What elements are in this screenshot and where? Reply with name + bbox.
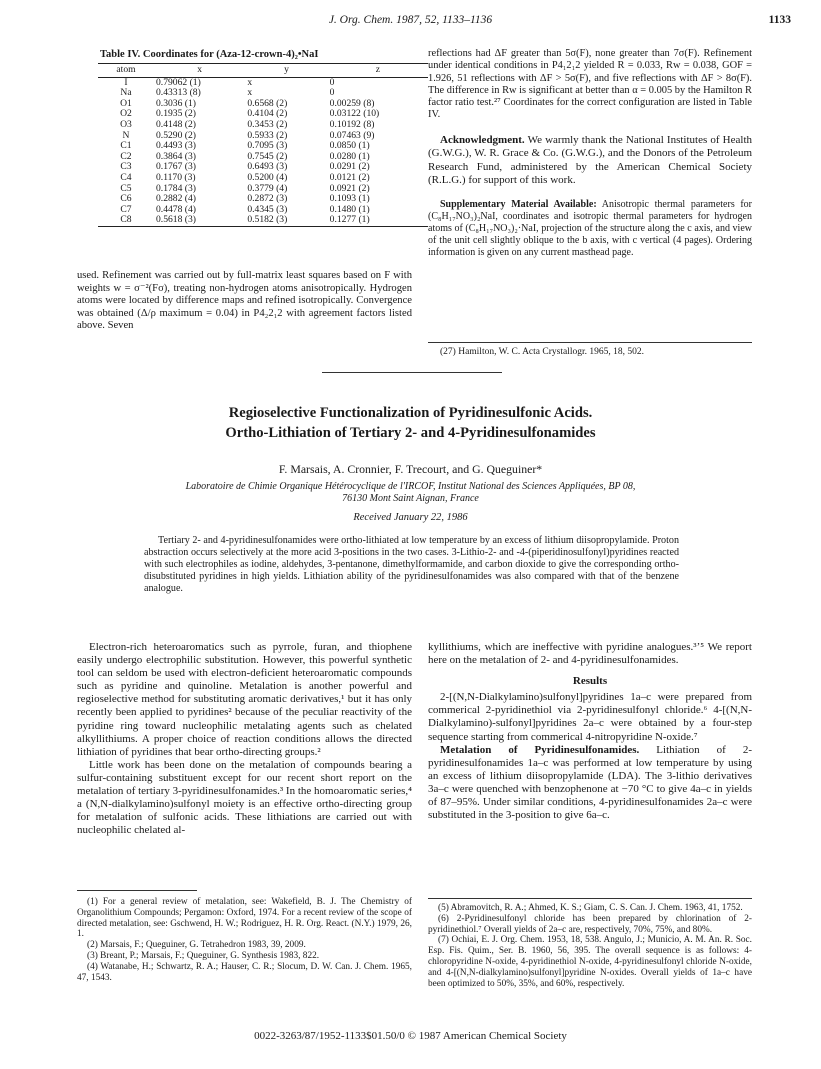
z-cell: 0.0291 (2) xyxy=(329,161,370,173)
x-cell: 0.1935 (2) xyxy=(156,108,196,120)
acknowledgment-text: We warmly thank the National Institutes of Health (G.W.G.), W. R. Grace & Co. (G.W.G.), and the Donors of the Petroleum Research Fund, administered by the American Chemical Society (R.L.G.) for support of this work. xyxy=(428,133,752,186)
table-title: Table IV. Coordinates for (Aza-12-crown-4)₂•NaI xyxy=(100,49,319,60)
supplementary-text: Anisotropic thermal parameters for (C₈H₁₇NO₃)₂NaI, coordinates and isotropic thermal parameters for hydrogen atoms of (C₈H₁₇NO₃)₂·NaI, projection of the structure along the c axis, and view of the unit cell slightly oblique to the b axis, with c vertical (4 pages). Ordering information is given on any current masthead page. xyxy=(428,199,753,258)
z-cell: 0.1093 (1) xyxy=(329,193,370,205)
x-cell: 0.2882 (4) xyxy=(156,193,196,205)
atom-cell: N xyxy=(122,129,130,141)
x-cell: 0.4478 (4) xyxy=(156,203,196,215)
acknowledgment-paragraph xyxy=(428,134,752,188)
intro-paragraph-3: kyllithiums, which are ineffective with pyridine analogues.³ʼ⁵ We report here on the metalation of 2- and 4-pyridinesulfonamides. xyxy=(428,641,752,667)
z-cell: 0.10192 (8) xyxy=(329,118,375,130)
article-separator xyxy=(322,372,502,373)
y-cell: 0.3779 (4) xyxy=(247,182,288,194)
atom-cell: C2 xyxy=(120,150,132,162)
z-cell: 0.0121 (2) xyxy=(329,171,370,183)
article-title-line-1: Regioselective Functionalization of Pyridinesulfonic Acids. xyxy=(228,405,593,421)
journal-citation: J. Org. Chem. 1987, 52, 1133–1136 xyxy=(328,14,493,26)
x-cell: 0.1170 (3) xyxy=(156,171,196,183)
results-heading: Results xyxy=(572,675,608,688)
footnote: (2) Marsais, F.; Queguiner, G. Tetrahedron 1983, 39, 2009. xyxy=(87,940,306,951)
intro-paragraph-2: Little work has been done on the metalation of compounds bearing a sulfur-containing substituent except for our recent short report on the metalation of tertiary 3-pyridinesulfonamides.³ In the homoaromatic series,⁴ a (N,N-dialkylamino)sulfonyl moiety is an effective ortho-directing group for metalation of sulfonic acids. These lithiations are carried out with nucleophilic chelated al- xyxy=(77,758,412,837)
body-left-column xyxy=(77,641,412,837)
z-cell: 0.0850 (1) xyxy=(329,140,370,152)
footnote: (7) Ochiai, E. J. Org. Chem. 1953, 18, 538. Angulo, J.; Municio, A. M. An. R. Soc. Esp. Fis. Quim., Ser. B. 1960, 56, 395. The overall sequence is as follows: 4-chloropyridine N-oxide, 4-pyridinethiol N-oxide, 4-pyridinesulfonyl chloride N-oxide, and 4-[(N,N-dialkylamino)sulfonyl]pyridine N-oxides. Overall yields of 1a–c have been optimized to 50%, 35%, and 60%, respectively. xyxy=(428,935,752,989)
page-number: 1133 xyxy=(768,14,791,26)
column-header-atom: atom xyxy=(98,64,154,78)
affiliation-line-1: Laboratoire de Chimie Organique Hétérocyclique de l'IRCOF, Institut National des Sciences Appliquées, BP 08, xyxy=(185,481,636,492)
refinement-paragraph: reflections had ΔF greater than 5σ(F), none greater than 7σ(F). Refinement under identical conditions in P4₁2₁2 yielded R = 0.033, Rw = 0.038, GOF = 1.926, 51 reflections with ΔF > 5σ(F), and five reflections with ΔF > 8σ(F). The difference in Rw is significant at better than α = 0.005 by the Hamilton R factor ratio test.²⁷ Coordinates for the correct configuration are listed in Table IV. xyxy=(428,48,752,121)
y-cell: 0.6493 (3) xyxy=(247,161,288,173)
results-paragraph-1: 2-[(N,N-Dialkylamino)sulfonyl]pyridines 1a–c were prepared from commerical 2-pyridinethiol via 2-pyridinesulfonyl chloride.⁶ 4-[(N,N-Dialkylamino)-sulfonyl]pyridines 2a–c were obtained by a four-step sequence starting from commerical 4-nitropyridine N-oxide.⁷ xyxy=(428,691,752,743)
x-cell: 0.5618 (3) xyxy=(154,215,245,226)
metalation-text: Lithiation of 2-pyridinesulfonamides 1a–c was performed at low temperature by using an excess of lithium diisopropylamide (LDA). The 3-lithio derivatives 3a–c were quenched with benzophenone at −70 °C to give 4a–c in yields of 87–95%. Under similar conditions, 4-pyridinesulfonamides 2a–c were substituted in the 3-position to give 6a–c. xyxy=(428,743,752,822)
acknowledgment-label: Acknowledgment. xyxy=(440,133,525,146)
x-cell: 0.4493 (3) xyxy=(156,140,196,152)
atom-cell: O1 xyxy=(120,97,132,109)
supplementary-paragraph xyxy=(428,199,752,258)
experimental-text-continued xyxy=(77,270,412,333)
atom-cell: C5 xyxy=(120,182,132,194)
table-header-row xyxy=(98,64,428,78)
y-cell: 0.4345 (3) xyxy=(247,203,288,215)
footnote: (4) Watanabe, H.; Schwartz, R. A.; Hauser, C. R.; Slocum, D. W. Can. J. Chem. 1965, 47, 1543. xyxy=(77,961,412,983)
abstract: Tertiary 2- and 4-pyridinesulfonamides were ortho-lithiated at low temperature by an excess of lithium diisopropylamide. Proton abstraction occurs selectively at the more acid 3-positions in the two cases. 3-Lithio-2- and -4-(piperidinosulfonyl)pyridines reacted with such electrophiles as iodine, aldehydes, 3-pentanone, dimethylformamide, and carbon dioxide to give the corresponding ortho-disubstituted pyridines in high yields. Lithiation ability of the pyridinesulfonamides was also compared with that of the benzene analogue. xyxy=(144,535,679,595)
coordinates-table xyxy=(98,63,428,227)
running-header xyxy=(0,8,821,28)
supplementary-label: Supplementary Material Available: xyxy=(440,199,597,211)
footnote-divider-top xyxy=(428,342,752,343)
footnote: (6) 2-Pyridinesulfonyl chloride has been prepared by chlorination of 2-pyridinethiol.⁷ Overall yields of 2a–c are, respectively, 70%, 75%, and 80%. xyxy=(428,913,752,935)
z-cell: 0.03122 (10) xyxy=(329,108,380,120)
y-cell: x xyxy=(247,87,253,99)
x-cell: 0.3864 (3) xyxy=(156,150,196,162)
table-row xyxy=(98,120,428,131)
copyright-footer: 0022-3263/87/1952-1133$01.50/0 © 1987 American Chemical Society xyxy=(254,1030,567,1042)
z-cell: 0.0921 (2) xyxy=(329,182,370,194)
y-cell: 0.3453 (2) xyxy=(247,118,288,130)
atom-cell: O2 xyxy=(120,108,132,120)
atom-cell: Na xyxy=(120,87,132,99)
right-column-top xyxy=(428,48,752,258)
y-cell: 0.7545 (2) xyxy=(247,150,288,162)
metalation-paragraph xyxy=(428,744,752,823)
experimental-paragraph: used. Refinement was carried out by full-matrix least squares based on F with weights w = σ⁻²(Fσ), treating non-hydrogen atoms anisotropically. Hydrogen atoms were located by difference maps and refined isotropically. Convergence was obtained (Δ/ρ maximum = 0.04) in P4₂2₁2 with agreement factors listed above. Seven xyxy=(77,270,412,332)
column-header-x: x xyxy=(154,64,245,78)
footnote: (5) Abramovitch, R. A.; Ahmed, K. S.; Giam, C. S. Can. J. Chem. 1963, 41, 1752. xyxy=(438,903,743,913)
y-cell: 0.6568 (2) xyxy=(247,97,288,109)
atom-cell: C7 xyxy=(120,203,132,215)
atom-cell: C3 xyxy=(120,161,132,173)
x-cell: 0.1767 (3) xyxy=(156,161,196,173)
atom-cell: C1 xyxy=(120,140,132,152)
z-cell: 0.1277 (1) xyxy=(328,215,428,226)
atom-cell: C6 xyxy=(120,193,132,205)
table-row xyxy=(98,77,428,88)
atom-cell: I xyxy=(124,76,128,88)
z-cell: 0.07463 (9) xyxy=(329,129,375,141)
z-cell: 0.0280 (1) xyxy=(329,150,370,162)
y-cell: 0.4104 (2) xyxy=(247,108,288,120)
column-header-z: z xyxy=(328,64,428,78)
received-date: Received January 22, 1986 xyxy=(353,512,468,523)
table-body xyxy=(98,77,428,226)
body-right-column xyxy=(428,641,752,822)
x-cell: 0.1784 (3) xyxy=(156,182,196,194)
z-cell: 0.1480 (1) xyxy=(329,203,370,215)
footnote: (1) For a general review of metalation, see: Wakefield, B. J. The Chemistry of Organolithium Compounds; Pergamon: Oxford, 1974. For a recent review of the scope of directed metalation, see: Gschwend, H. W.; Rodriguez, H. R. Org. React. (N.Y.) 1979, 26, 1. xyxy=(77,897,412,940)
atom-cell: O3 xyxy=(120,118,132,130)
y-cell: 0.5182 (3) xyxy=(245,215,327,226)
table-row xyxy=(98,173,428,184)
intro-paragraph-1: Electron-rich heteroaromatics such as pyrrole, furan, and thiophene easily undergo electrophilic substitution. However, this powerful synthetic tool can seldom be used with electron-deficient heteroaromatic compounds such as pyridine and quinoline. Metalation is another powerful and regioselective method for substituting aromatic derivatives,¹ but it has only recently been applied to pyridines² because of the peculiar reactivity of the pyridine ring toward nucleophilic metalating agents such as chelated alkyllithiums. A proper choice of reaction conditions allows the directed lithiation of pyridines that bear ortho-directing groups.² xyxy=(77,641,412,758)
table-row xyxy=(98,215,428,226)
y-cell: 0.5933 (2) xyxy=(247,129,288,141)
footnote: (3) Breant, P.; Marsais, F.; Queguiner, G. Synthesis 1983, 822. xyxy=(87,950,320,961)
footnotes-left xyxy=(77,897,412,983)
affiliation-line-2: 76130 Mont Saint Aignan, France xyxy=(342,493,479,504)
y-cell: 0.5200 (4) xyxy=(247,171,288,183)
x-cell: 0.43313 (8) xyxy=(156,87,201,99)
article-title-line-2: Ortho-Lithiation of Tertiary 2- and 4-Pyridinesulfonamides xyxy=(225,425,596,441)
atom-cell: C8 xyxy=(98,215,154,226)
x-cell: 0.4148 (2) xyxy=(156,118,196,130)
z-cell: 0.00259 (8) xyxy=(329,97,375,109)
footnotes-right xyxy=(428,903,752,989)
y-cell: 0.2872 (3) xyxy=(247,193,288,205)
metalation-label: Metalation of Pyridinesulfonamides. xyxy=(440,743,640,756)
x-cell: 0.5290 (2) xyxy=(156,129,196,141)
footnote-divider-right xyxy=(428,898,752,899)
authors: F. Marsais, A. Cronnier, F. Trecourt, and G. Queguiner* xyxy=(278,462,543,476)
y-cell: 0.7095 (3) xyxy=(247,140,288,152)
column-header-y: y xyxy=(245,64,327,78)
y-cell: x xyxy=(247,76,253,88)
footnote-divider-left xyxy=(77,890,197,891)
z-cell: 0 xyxy=(329,76,335,88)
x-cell: 0.79062 (1) xyxy=(156,76,201,88)
z-cell: 0 xyxy=(329,87,335,99)
x-cell: 0.3036 (1) xyxy=(156,97,196,109)
reference-27: (27) Hamilton, W. C. Acta Crystallogr. 1965, 18, 502. xyxy=(440,347,644,357)
atom-cell: C4 xyxy=(120,171,132,183)
